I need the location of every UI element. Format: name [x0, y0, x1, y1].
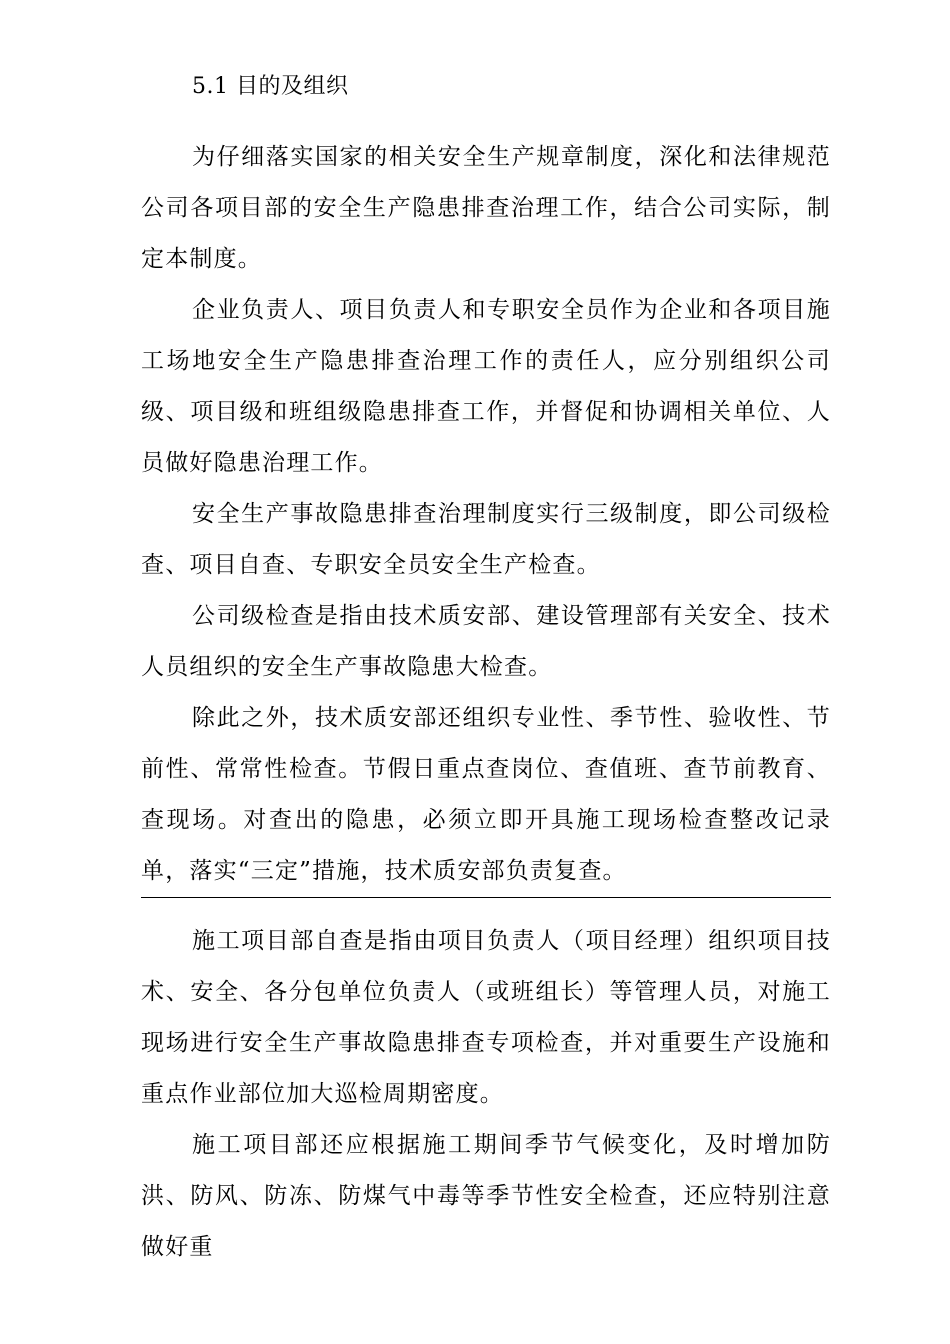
section-title: 5.1 目的及组织	[192, 74, 349, 99]
paragraph-seasonal-inspection: 施工项目部还应根据施工期间季节气候变化，及时增加防洪、防风、防冻、防煤气中毒等季节性安全检查，还应特别注意做好重	[141, 1132, 831, 1260]
horizontal-divider	[141, 897, 831, 898]
paragraph-project-self-inspection: 施工项目部自查是指由项目负责人（项目经理）组织项目技术、安全、各分包单位负责人（或班组长）等管理人员，对施工现场进行安全生产事故隐患排查专项检查，并对重要生产设施和重点作业部位加大巡检周期密度。	[141, 928, 831, 1107]
paragraph-responsibility: 企业负责人、项目负责人和专职安全员作为企业和各项目施工场地安全生产隐患排查治理工作的责任人，应分别组织公司级、项目级和班组级隐患排查工作，并督促和协调相关单位、人员做好隐患治理工作。	[141, 297, 831, 476]
paragraph-purpose: 为仔细落实国家的相关安全生产规章制度，深化和法律规范公司各项目部的安全生产隐患排查治理工作，结合公司实际，制定本制度。	[141, 144, 831, 272]
paragraph-special-inspections: 除此之外，技术质安部还组织专业性、季节性、验收性、节前性、常常性检查。节假日重点查岗位、查值班、查节前教育、查现场。对查出的隐患，必须立即开具施工现场检查整改记录单，落实“三定”措施，技术质安部负责复查。	[141, 705, 831, 884]
text-block-bottom	[141, 916, 831, 1273]
paragraph-three-level-system: 安全生产事故隐患排查治理制度实行三级制度，即公司级检查、项目自查、专职安全员安全生产检查。	[141, 501, 831, 578]
paragraph-company-inspection: 公司级检查是指由技术质安部、建设管理部有关安全、技术人员组织的安全生产事故隐患大检查。	[141, 603, 831, 680]
text-block-top	[141, 132, 831, 897]
